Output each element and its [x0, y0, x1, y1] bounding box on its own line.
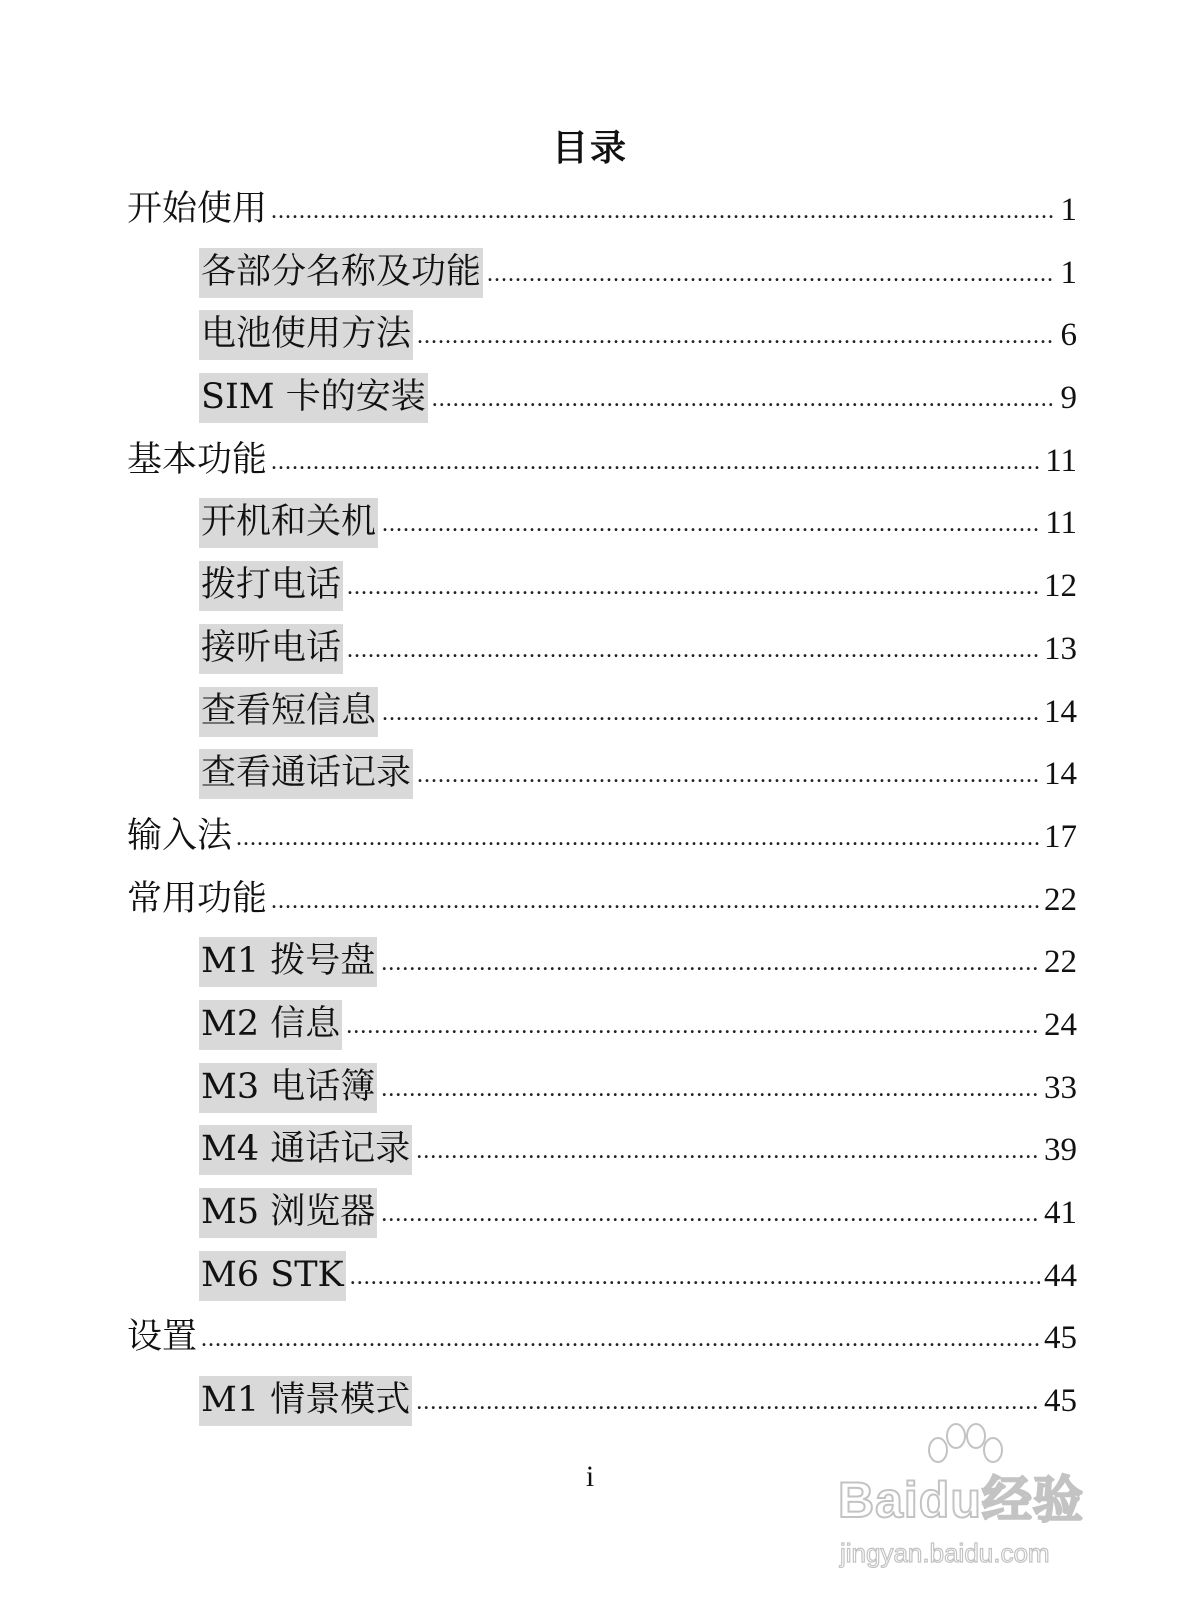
toc-entry[interactable] [127, 805, 1077, 868]
toc-entry-text: 常用功能 [127, 878, 268, 919]
toc-subentry[interactable] [127, 930, 1077, 993]
toc-page-number: 13 [1044, 630, 1077, 667]
toc-entry-text: 开始使用 [127, 189, 268, 229]
toc-entry-label [199, 241, 483, 304]
toc-page-number: 22 [1044, 881, 1077, 918]
toc-entry-text: SIM 卡的安装 [199, 373, 428, 423]
toc-entry-text: 查看通话记录 [199, 749, 413, 799]
toc-entry-label [199, 491, 378, 554]
toc-entry-text: M1 拨号盘 [199, 937, 377, 987]
toc-page-number: 6 [1060, 317, 1077, 354]
toc-entry-label [127, 178, 267, 241]
toc-page-number: 9 [1060, 380, 1077, 417]
dot-leader [346, 995, 1040, 1058]
dot-leader [271, 431, 1041, 494]
toc-page-number: 14 [1044, 756, 1077, 793]
toc-page-number: 45 [1044, 1383, 1077, 1420]
dot-leader [487, 243, 1053, 306]
dot-leader [382, 493, 1041, 556]
dot-leader [350, 1246, 1040, 1309]
toc-subentry[interactable] [127, 1181, 1077, 1244]
toc-entry[interactable] [127, 429, 1077, 492]
toc-page-number: 11 [1045, 442, 1077, 479]
toc-subentry[interactable] [127, 554, 1077, 617]
dot-leader [381, 1058, 1040, 1121]
toc-page-number: 14 [1044, 693, 1077, 730]
toc-page-number: 1 [1060, 192, 1077, 228]
toc-entry-label [199, 930, 377, 993]
toc-entry-text: 开机和关机 [199, 498, 378, 548]
dot-leader [381, 932, 1040, 995]
toc-entry-text: 查看短信息 [199, 687, 378, 737]
page-title: 目录 [551, 127, 628, 169]
dot-leader [347, 556, 1040, 619]
toc-entry-text: 电池使用方法 [199, 310, 413, 360]
toc-entry[interactable] [127, 178, 1077, 241]
toc-entry-label [199, 1244, 346, 1307]
toc-entry-label [199, 1369, 412, 1432]
toc-page-number: 45 [1044, 1320, 1077, 1357]
toc-entry-text: 各部分名称及功能 [199, 248, 483, 298]
toc-entry-label [127, 805, 232, 868]
toc-entry[interactable] [127, 868, 1077, 931]
dot-leader [271, 180, 1053, 243]
toc-entry-label [199, 680, 378, 743]
toc-entry-label [127, 1306, 197, 1369]
dot-leader [201, 1308, 1040, 1371]
watermark-logo: Baidu经验 [838, 1472, 1084, 1528]
toc-entry-text: M5 浏览器 [199, 1188, 377, 1238]
toc-entry-label [127, 429, 267, 492]
watermark-url: jingyan.baidu.com [840, 1538, 1050, 1568]
toc-entry-label [199, 993, 342, 1056]
toc-entry-label [199, 742, 413, 805]
toc-entry-text: M6 STK [199, 1251, 346, 1301]
toc-entry-label [199, 1056, 377, 1119]
toc-page-number: 1 [1060, 254, 1077, 291]
toc-entry[interactable] [127, 1306, 1077, 1369]
baidu-jingyan-watermark [838, 1420, 1138, 1590]
toc-page-number: 44 [1044, 1257, 1077, 1294]
toc-subentry[interactable] [127, 742, 1077, 805]
toc-entry-text: 基本功能 [127, 439, 268, 480]
toc-subentry[interactable] [127, 1056, 1077, 1119]
toc-entry-text: 输入法 [127, 815, 233, 856]
toc-page-number: 39 [1044, 1132, 1077, 1169]
toc-page-number: 11 [1045, 505, 1077, 542]
toc-entry-label [199, 1181, 377, 1244]
dot-leader [417, 305, 1053, 368]
toc-entry-label [199, 1118, 412, 1181]
toc-entry-text: 拨打电话 [199, 561, 343, 611]
dot-leader [432, 368, 1053, 431]
toc-entry-text: M1 情景模式 [199, 1376, 412, 1426]
toc-page-number: 33 [1044, 1069, 1077, 1106]
dot-leader [381, 1183, 1040, 1246]
toc-page-number: 24 [1044, 1006, 1077, 1043]
dot-leader [347, 619, 1040, 682]
toc-page-number: 17 [1044, 818, 1077, 855]
toc-entry-label [199, 554, 343, 617]
toc-page-number: 12 [1044, 568, 1077, 605]
toc-page-number: 22 [1044, 944, 1077, 981]
toc-entry-text: M2 信息 [199, 1000, 342, 1050]
toc-entry-text: M3 电话簿 [199, 1063, 377, 1113]
toc-entry-label [127, 868, 267, 931]
toc-subentry[interactable] [127, 1118, 1077, 1181]
dot-leader [416, 1120, 1040, 1183]
dot-leader [271, 870, 1040, 933]
toc-subentry[interactable] [127, 366, 1077, 429]
toc-subentry[interactable] [127, 617, 1077, 680]
toc-subentry[interactable] [127, 303, 1077, 366]
toc-entry-text: 接听电话 [199, 624, 343, 674]
toc-subentry[interactable] [127, 680, 1077, 743]
toc-entry-label [199, 303, 413, 366]
toc-page-number: 41 [1044, 1195, 1077, 1231]
dot-leader [417, 744, 1040, 807]
toc-entry-label [199, 617, 343, 680]
toc-entry-text: 设置 [127, 1317, 198, 1358]
page-number-footer: i [585, 1460, 595, 1493]
dot-leader [236, 807, 1040, 870]
dot-leader [382, 682, 1040, 745]
toc-subentry[interactable] [127, 993, 1077, 1056]
toc-entry-label [199, 366, 428, 429]
toc-subentry[interactable] [127, 491, 1077, 554]
toc-subentry[interactable] [127, 241, 1077, 304]
toc-entry-text: M4 通话记录 [199, 1125, 412, 1175]
toc-subentry[interactable] [127, 1244, 1077, 1307]
table-of-contents [127, 178, 1077, 1432]
